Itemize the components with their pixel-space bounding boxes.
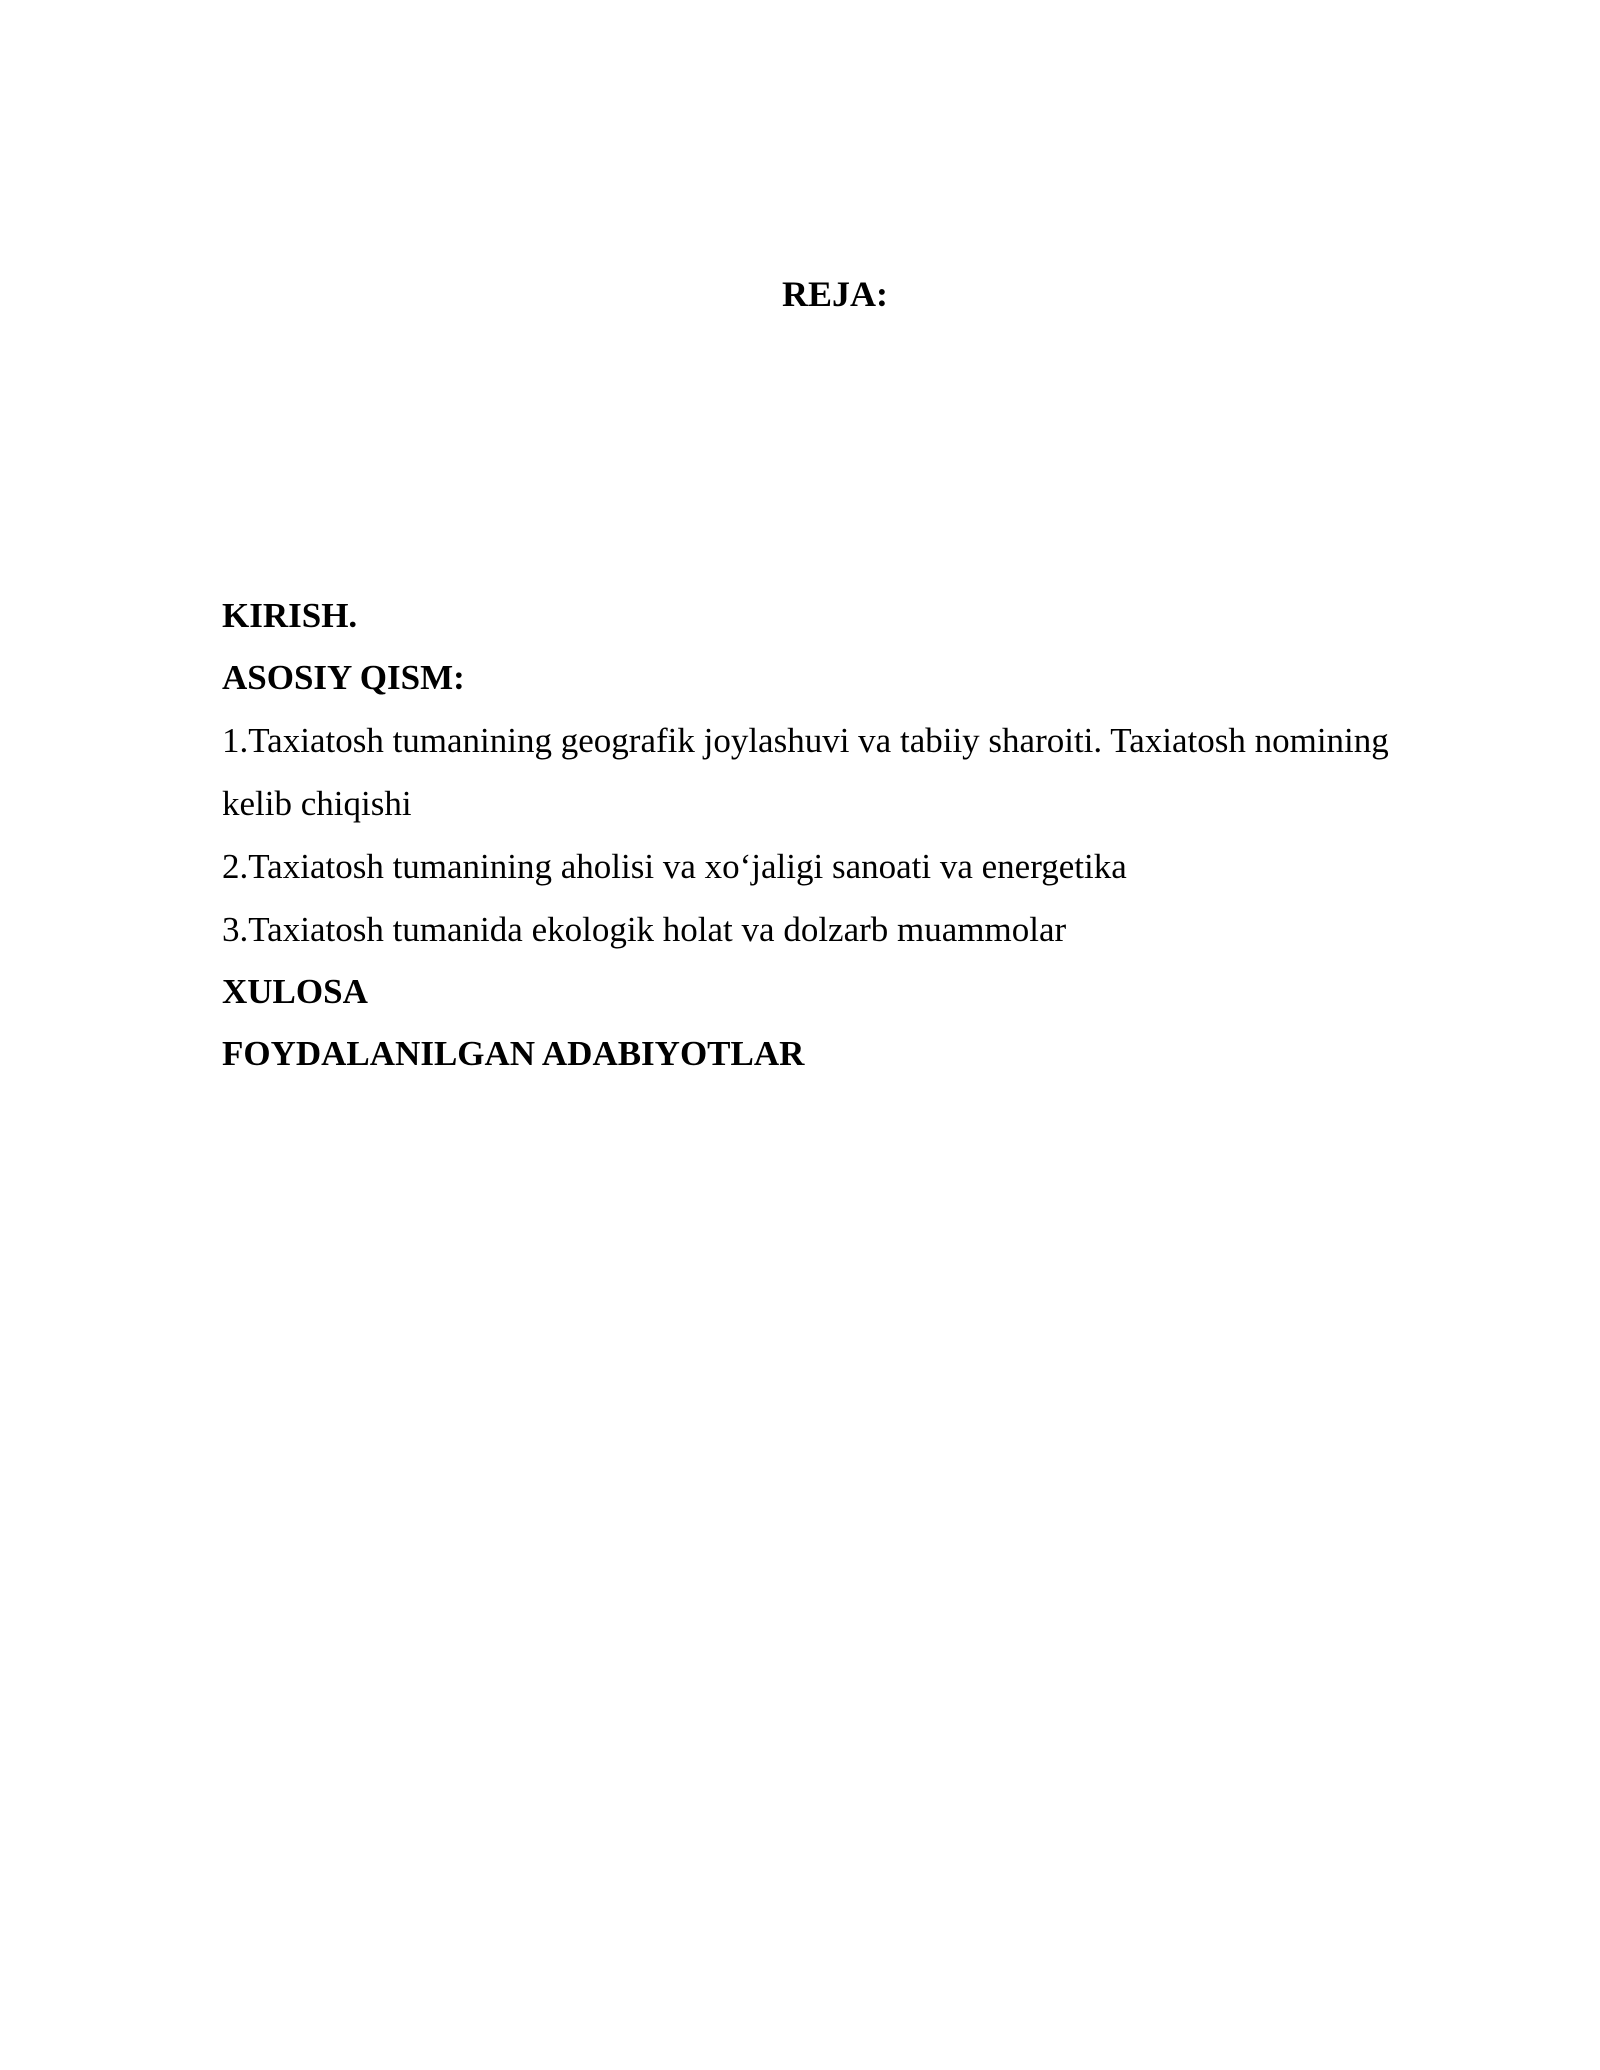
plan-item-1: 1.Taxiatosh tumanining geografik joylashuvi va tabiiy sharoiti. Taxiatosh nomining kelib chiqishi (222, 721, 1389, 823)
conclusion-heading: XULOSA (222, 972, 368, 1011)
main-part-heading: ASOSIY QISM: (222, 658, 465, 697)
plan-item-3: 3.Taxiatosh tumanida ekologik holat va dolzarb muammolar (222, 910, 1067, 949)
plan-item-2: 2.Taxiatosh tumanining aholisi va xo‘jaligi sanoati va energetika (222, 847, 1127, 886)
plan-title: REJA: (782, 274, 888, 314)
intro-heading: KIRISH. (222, 596, 358, 635)
plan-content (222, 585, 1462, 1085)
references-heading: FOYDALANILGAN ADABIYOTLAR (222, 1034, 805, 1073)
